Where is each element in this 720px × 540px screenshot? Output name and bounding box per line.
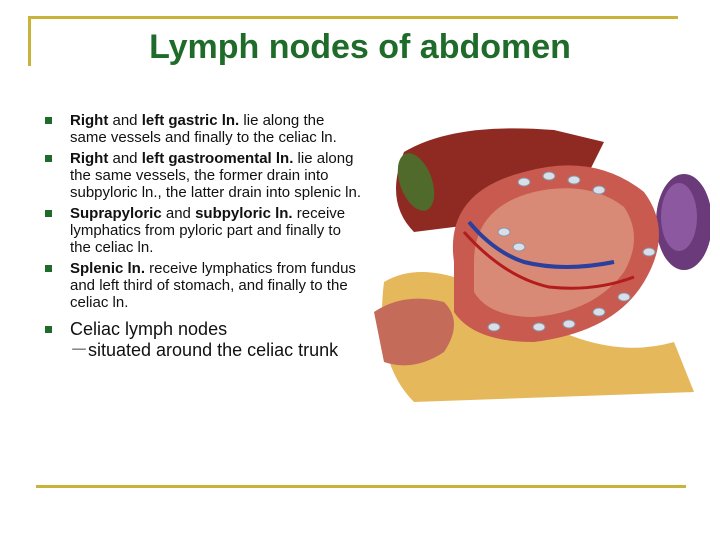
- bullet-bold: Splenic ln.: [70, 260, 146, 277]
- bullet-text: and: [161, 205, 196, 222]
- bullet-bold: Right: [70, 150, 109, 167]
- bullet-text: and: [108, 112, 142, 129]
- bullet-bold: left gastric ln.: [141, 112, 240, 129]
- frame-bottom-rule: [36, 485, 686, 488]
- bullet-bold: subpyloric ln.: [195, 205, 293, 222]
- bullet-item: [44, 112, 364, 146]
- bullet-item: [44, 150, 364, 201]
- bullet-heading: Celiac lymph nodes: [70, 319, 228, 339]
- bullet-text: receive lymphatics from fundus and left third of stomach, and finally to the celiac ln.: [70, 260, 356, 311]
- bullet-text: receive lymphatics from pyloric part and finally to the celiac ln.: [70, 205, 346, 256]
- bullet-marker-icon: [45, 265, 52, 272]
- bullet-bold: left gastroomental ln.: [141, 150, 294, 167]
- stomach-lymph-nodes-illustration: [374, 112, 710, 402]
- frame-top-rule: [28, 16, 678, 19]
- bullet-text: lie along the same vessels and finally to the celiac ln.: [70, 112, 337, 146]
- bullet-text: lie along the same vessels, the former drain into subpyloric ln., the latter drain into splenic ln.: [70, 150, 361, 201]
- slide-title: Lymph nodes of abdomen: [149, 28, 571, 66]
- bullet-list: [44, 112, 364, 365]
- bullet-item-celiac: [44, 319, 364, 361]
- bullet-marker-icon: [45, 210, 52, 217]
- bullet-text: and: [108, 150, 142, 167]
- bullet-marker-icon: [45, 155, 52, 162]
- bullet-bold: Suprapyloric: [70, 205, 162, 222]
- bullet-marker-icon: [45, 117, 52, 124]
- bullet-item: [44, 260, 364, 311]
- bullet-marker-icon: [45, 326, 52, 333]
- bullet-text: －situated around the celiac trunk: [70, 340, 339, 360]
- bullet-bold: Right: [70, 112, 109, 129]
- anatomy-illustration-icon: [374, 112, 710, 402]
- bullet-item: [44, 205, 364, 256]
